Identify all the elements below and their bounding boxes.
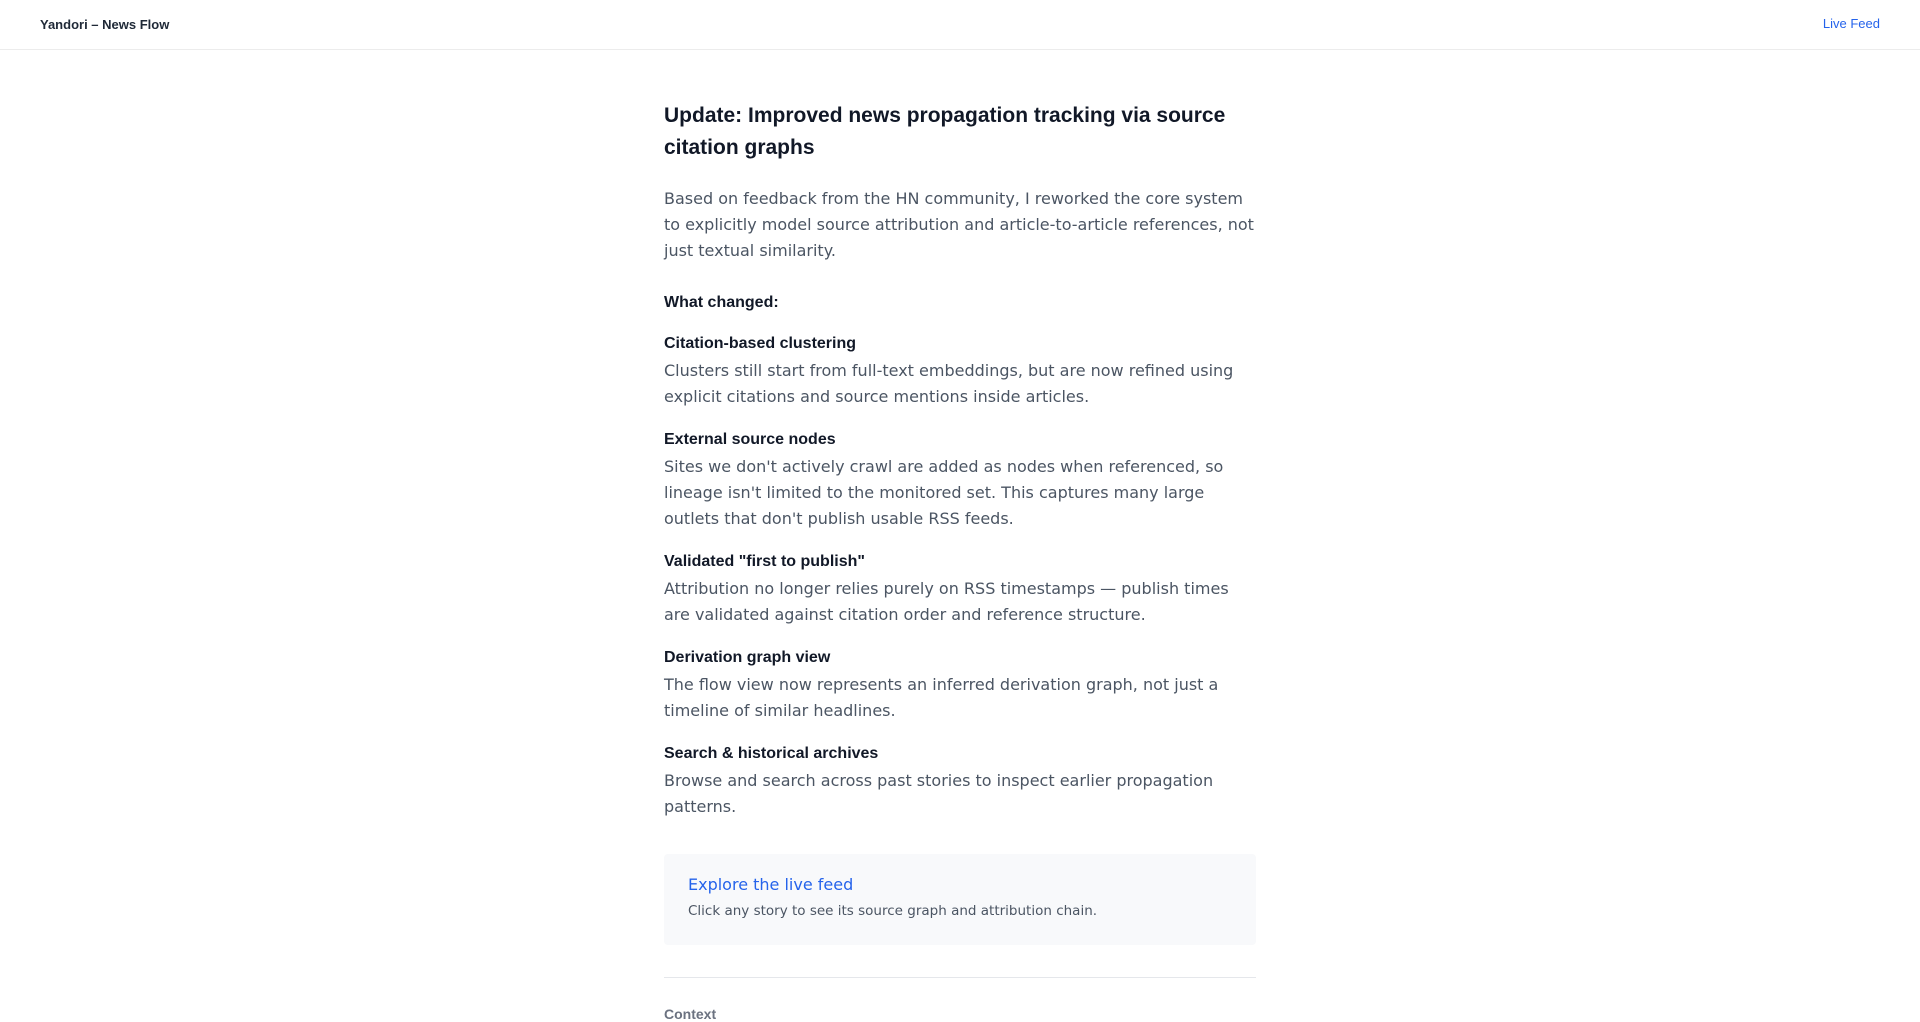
site-brand[interactable]: Yandori – News Flow <box>40 17 170 32</box>
feature-search-archives <box>664 743 1256 820</box>
feature-title: Citation-based clustering <box>664 335 857 352</box>
feature-description: Clusters still start from full-text embeddings, but are now refined using explicit citations and source mentions inside articles. <box>664 361 1234 406</box>
feature-validated-first-to-publish <box>664 551 1256 628</box>
feature-description: Browse and search across past stories to inspect earlier propagation patterns. <box>664 771 1214 816</box>
feature-description: Sites we don't actively crawl are added as nodes when referenced, so lineage isn't limited to the monitored set. This captures many large outlets that don't publish usable RSS feeds. <box>664 457 1224 528</box>
what-changed-heading: What changed: <box>664 294 779 311</box>
feature-title: Validated "first to publish" <box>664 553 865 570</box>
feature-external-source-nodes <box>664 429 1256 532</box>
section-divider <box>664 977 1256 978</box>
article-content <box>664 100 1256 1022</box>
article-title: Update: Improved news propagation tracking via source citation graphs <box>664 104 1226 159</box>
callout-description: Click any story to see its source graph and attribution chain. <box>688 903 1098 919</box>
feature-title: External source nodes <box>664 431 836 448</box>
feature-description: Attribution no longer relies purely on RSS timestamps — publish times are validated against citation order and reference structure. <box>664 579 1229 624</box>
explore-live-feed-link[interactable]: Explore the live feed <box>688 875 854 894</box>
feature-title: Search & historical archives <box>664 745 879 762</box>
feature-citation-clustering <box>664 333 1256 410</box>
feature-derivation-graph-view <box>664 647 1256 724</box>
context-heading: Context <box>664 1006 717 1022</box>
top-navigation-bar <box>0 0 1920 50</box>
live-feed-nav-link[interactable]: Live Feed <box>1822 16 1880 31</box>
article-intro: Based on feedback from the HN community, I reworked the core system to explicitly model source attribution and article-to-article references, not just textual similarity. <box>664 189 1254 260</box>
feature-description: The flow view now represents an inferred derivation graph, not just a timeline of similar headlines. <box>664 675 1219 720</box>
live-feed-callout <box>664 854 1256 945</box>
feature-title: Derivation graph view <box>664 649 831 666</box>
